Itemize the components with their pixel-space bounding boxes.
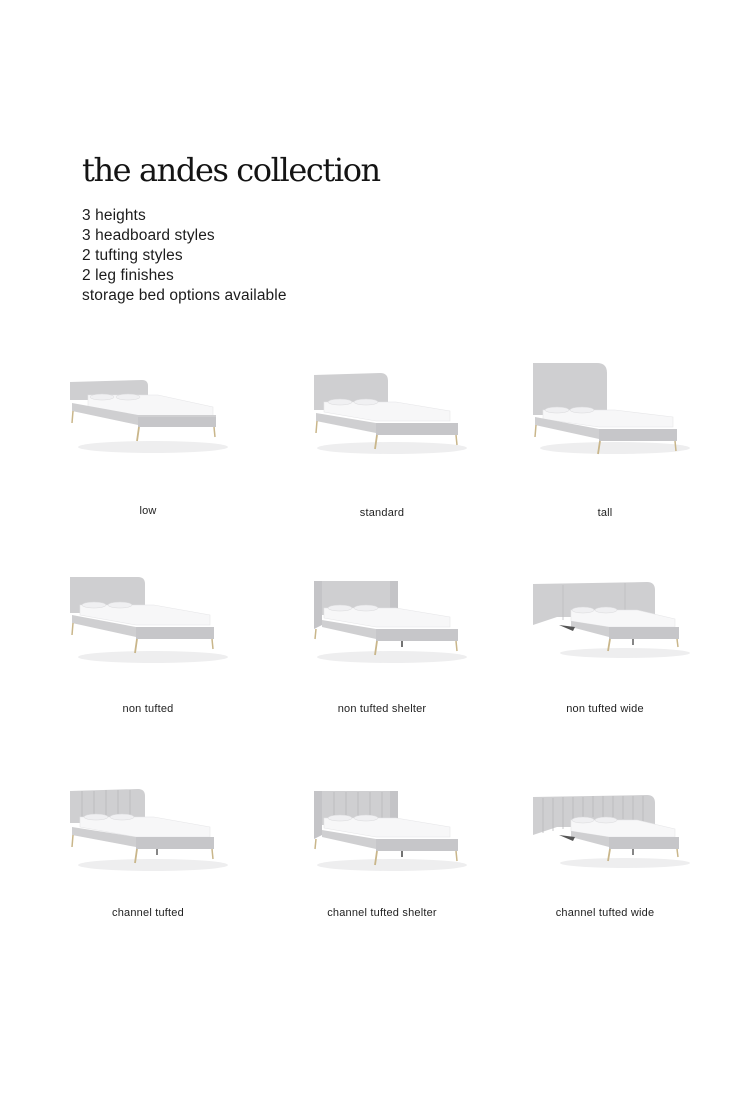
bed-channel-tufted-wide-image xyxy=(515,775,695,895)
bed-tall-image xyxy=(515,355,695,475)
bed-channel-tufted-shelter-image xyxy=(292,775,472,895)
feature-item: 3 headboard styles xyxy=(82,227,215,244)
bed-label: non tufted xyxy=(122,703,174,715)
bed-card-non-tufted[interactable] xyxy=(58,565,238,735)
bed-card-channel-tufted-wide[interactable] xyxy=(515,775,695,945)
bed-label: channel tufted wide xyxy=(555,907,655,919)
bed-label: low xyxy=(139,505,157,517)
bed-card-tall[interactable] xyxy=(515,355,695,525)
feature-list xyxy=(82,206,287,306)
bed-label: channel tufted xyxy=(112,907,184,919)
bed-low-image xyxy=(58,355,238,475)
bed-non-tufted-shelter-image xyxy=(292,565,472,685)
bed-standard-image xyxy=(292,355,472,475)
bed-card-standard[interactable] xyxy=(292,355,472,525)
bed-card-low[interactable] xyxy=(58,355,238,525)
bed-card-non-tufted-shelter[interactable] xyxy=(292,565,472,735)
feature-item: storage bed options available xyxy=(82,287,287,304)
bed-card-channel-tufted-shelter[interactable] xyxy=(292,775,472,945)
bed-channel-tufted-image xyxy=(58,775,238,895)
collection-title: the andes collection xyxy=(82,151,380,189)
feature-item: 2 tufting styles xyxy=(82,247,183,264)
bed-label: tall xyxy=(597,507,613,519)
feature-item: 2 leg finishes xyxy=(82,267,174,284)
bed-non-tufted-wide-image xyxy=(515,565,695,685)
feature-item: 3 heights xyxy=(82,207,146,224)
bed-non-tufted-image xyxy=(58,565,238,685)
bed-label: standard xyxy=(359,507,405,519)
bed-label: channel tufted shelter xyxy=(327,907,437,919)
bed-card-channel-tufted[interactable] xyxy=(58,775,238,945)
bed-label: non tufted shelter xyxy=(337,703,427,715)
bed-card-non-tufted-wide[interactable] xyxy=(515,565,695,735)
bed-label: non tufted wide xyxy=(566,703,644,715)
